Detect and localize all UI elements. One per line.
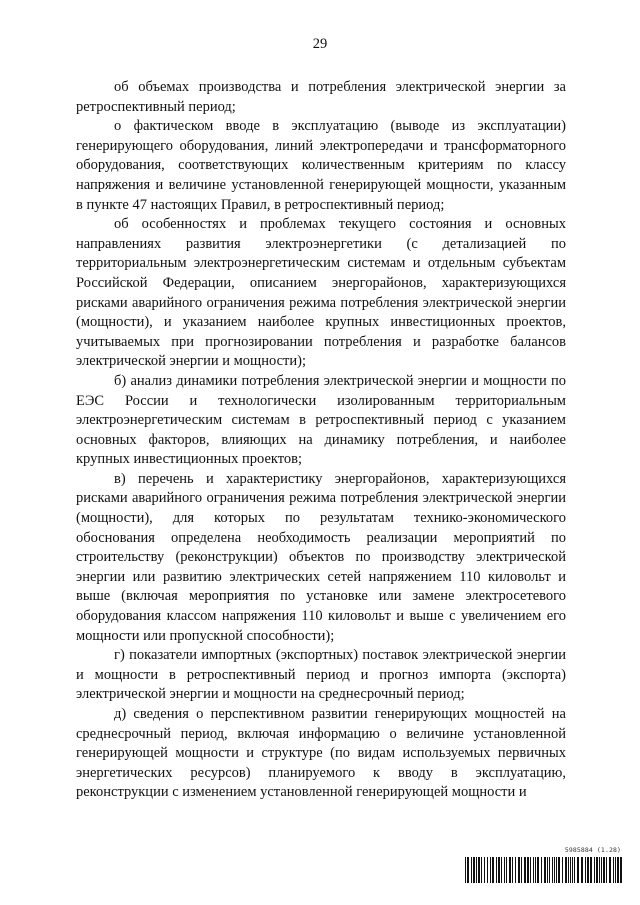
paragraph-production-volumes: об объемах производства и потребления электрической энергии за ретроспективный период; bbox=[76, 79, 566, 115]
paragraph-item-b: б) анализ динамики потребления электрической энергии и мощности по ЕЭС России и технологически изолированным территориальным электроэнергетическим системам в ретроспективный период с указанием основных факторов, влияющих на динамику потребления, и наиболее крупных инвестиционных проектов; bbox=[76, 372, 566, 468]
barcode-icon bbox=[465, 857, 625, 883]
paragraph-current-state-features: об особенностях и проблемах текущего состояния и основных направлениях развития электроэнергетики (с детализацией по территориальным электроэнергетическим системам и отдельным субъектам Российской Федерации, описанием энергорайонов, характеризующихся рисками аварийного ограничения режима потребления электрической энергии (мощности), и указанием наиболее крупных инвестиционных проектов, учитываемых при прогнозировании потребления и разработке балансов электрической энергии и мощности); bbox=[76, 216, 566, 370]
paragraph-item-g: г) показатели импортных (экспортных) поставок электрической энергии и мощности в ретроспективный период и прогноз импорта (экспорта) электрической энергии и мощности на среднесрочный период; bbox=[76, 647, 566, 703]
page-number: 29 bbox=[312, 36, 328, 52]
paragraph-item-d: д) сведения о перспективном развитии генерирующих мощностей на среднесрочный период, включая информацию о величине установленной генерирующей мощности и структуре (по видам используемых первичных энергетических ресурсов) планируемого к вводу в эксплуатацию, реконструкции с изменением установленной генерирующей мощности и bbox=[76, 706, 566, 801]
barcode-code-text: 5985884 (1.28) bbox=[564, 846, 621, 854]
paragraph-actual-commissioning: о фактическом вводе в эксплуатацию (выводе из эксплуатации) генерирующего оборудования, линий электропередачи и трансформаторного оборудования, соответствующих количественным критериям по классу напряжения и величине установленной генерирующей мощности, указанным в пункте 47 настоящих Правил, в ретроспективный период; bbox=[76, 118, 566, 213]
document-barcode bbox=[465, 846, 625, 886]
paragraph-item-v: в) перечень и характеристику энергорайонов, характеризующихся рисками аварийного ограничения режима потребления электрической энергии (мощности), для которых по результатам технико-экономического обоснования определена необходимость реализации мероприятий по строительству (реконструкции) объектов по производству электрической энергии или развитию электрических сетей напряжением 110 киловольт и выше (включая мероприятия по установке или замене электросетевого оборудования классом напряжения 110 киловольт и выше с увеличением его мощности или пропускной способности); bbox=[76, 470, 566, 644]
document-body bbox=[76, 78, 566, 803]
